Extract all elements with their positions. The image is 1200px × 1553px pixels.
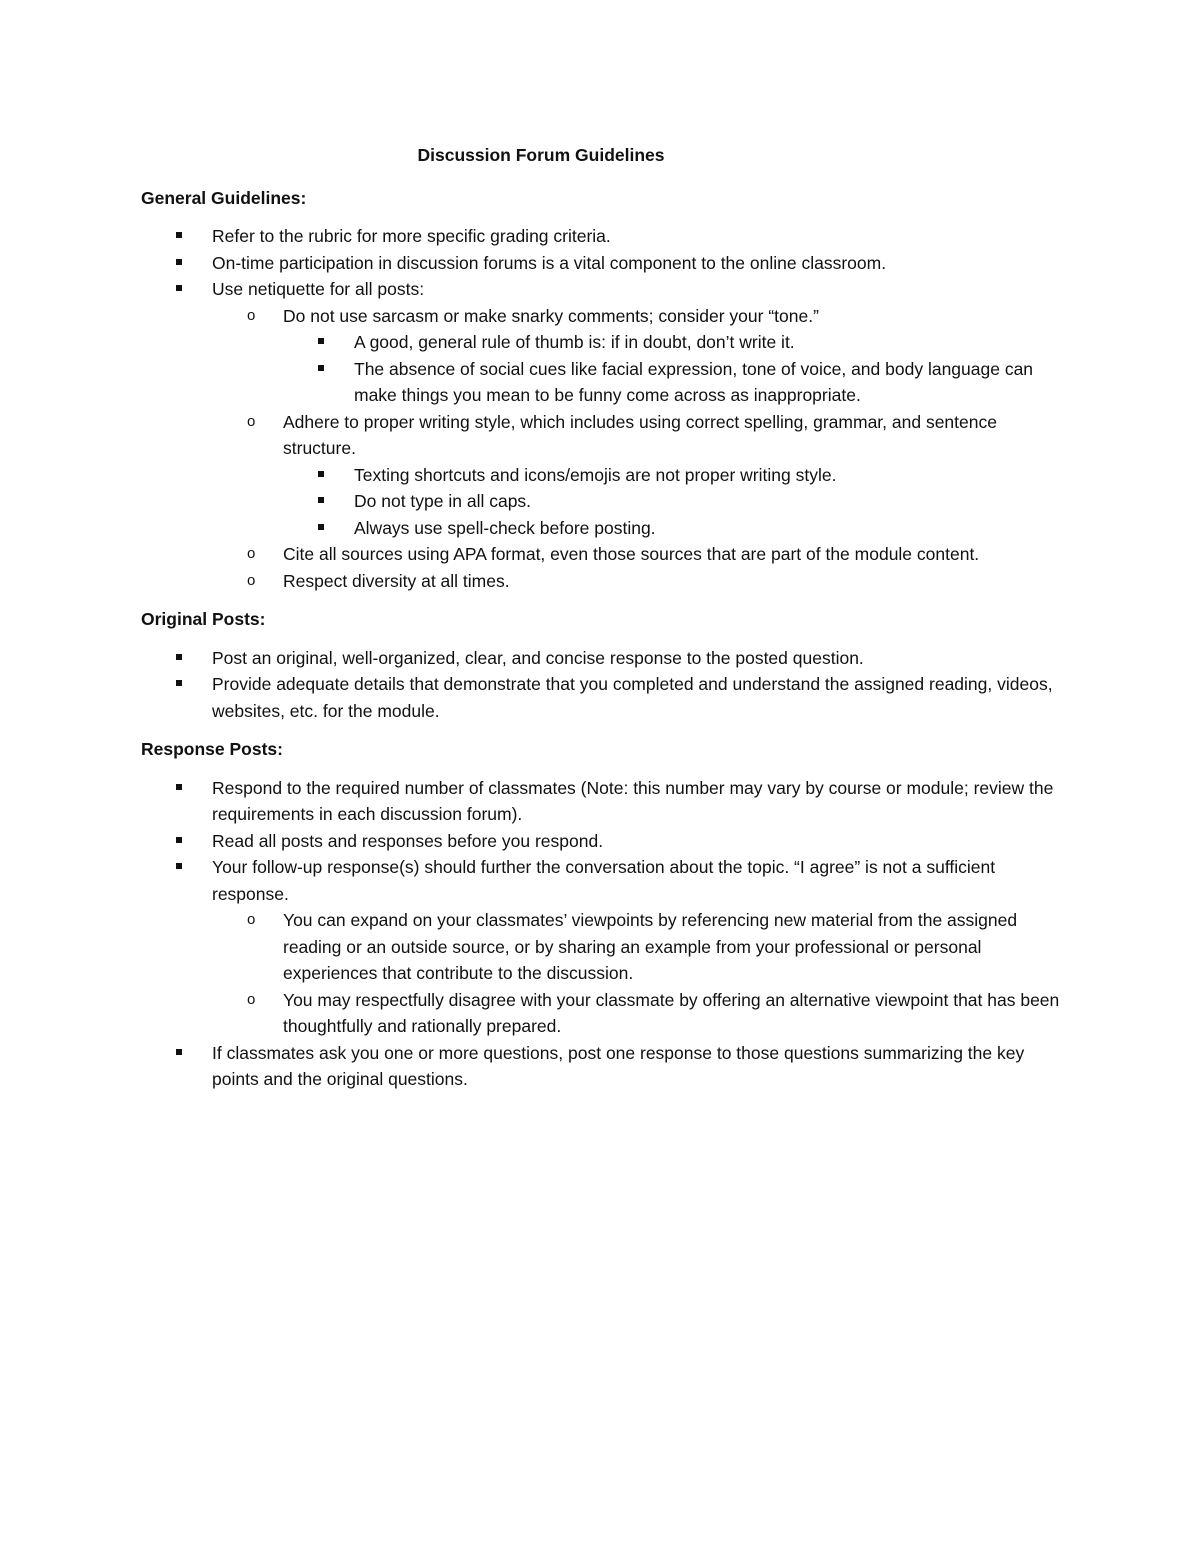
list-item-text: Use netiquette for all posts:: [212, 279, 425, 299]
square-bullet-icon: [318, 488, 338, 515]
circle-bullet-icon: o: [247, 545, 256, 562]
list-item: [283, 329, 1061, 356]
section-heading-response-posts: Response Posts:: [141, 739, 283, 759]
list-item-text: Always use spell-check before posting.: [354, 517, 656, 538]
circle-bullet-icon: o: [247, 990, 256, 1008]
list-item-text: A good, general rule of thumb is: if in doubt, don’t write it.: [354, 332, 795, 352]
list-item-text: If classmates ask you one or more questions, post one response to those questions summarizing the key points and the original questions.: [212, 1042, 1025, 1089]
section-heading-original-posts: Original Posts:: [141, 609, 266, 629]
list-item-text: Provide adequate details that demonstrate that you completed and understand the assigned reading, videos, websites, etc. for the module.: [212, 674, 1053, 721]
list-item-text: Your follow-up response(s) should further the conversation about the topic. “I agree” is not a sufficient response.: [212, 857, 996, 904]
list-item: [283, 462, 1061, 489]
original-posts-list: [141, 645, 1061, 725]
square-bullet-icon: [176, 645, 196, 672]
list-item: [212, 987, 1061, 1040]
circle-bullet-icon: o: [247, 911, 256, 928]
square-bullet-icon: [318, 462, 338, 489]
list-item-text: Adhere to proper writing style, which includes using correct spelling, grammar, and sentence structure.: [283, 411, 997, 458]
list-item-text: Do not type in all caps.: [354, 491, 532, 511]
list-item: [141, 223, 1061, 250]
list-item-text: You can expand on your classmates’ viewpoints by referencing new material from the assigned reading or an outside source, or by sharing an example from your professional or personal experiences that contribute to the discussion.: [283, 910, 1018, 983]
list-item-text: On-time participation in discussion forums is a vital component to the online classroom.: [212, 252, 887, 273]
square-bullet-icon: [176, 250, 196, 277]
sarcasm-sub-list: [283, 329, 1061, 409]
list-item-text: Texting shortcuts and icons/emojis are not proper writing style.: [354, 464, 837, 485]
circle-bullet-icon: o: [247, 571, 256, 589]
square-bullet-icon: [176, 671, 196, 698]
writing-style-sub-list: [283, 462, 1061, 542]
square-bullet-icon: [176, 854, 196, 881]
general-guidelines-list: [141, 223, 1061, 594]
list-item: [141, 775, 1061, 828]
list-item: [212, 907, 1061, 987]
square-bullet-icon: [318, 515, 338, 542]
document-title: Discussion Forum Guidelines: [417, 145, 665, 165]
list-item: [212, 409, 1061, 542]
list-item-text: The absence of social cues like facial expression, tone of voice, and body language can make things you mean to be funny come across as inappropriate.: [354, 358, 1034, 405]
list-item: [141, 1040, 1061, 1093]
follow-up-sub-list: [141, 907, 1061, 1040]
document-body: [141, 142, 1061, 1105]
square-bullet-icon: [176, 223, 196, 250]
list-item: [212, 303, 1061, 409]
list-item: [283, 515, 1061, 542]
list-item-text: Respect diversity at all times.: [283, 570, 510, 591]
circle-bullet-icon: o: [247, 306, 256, 324]
square-bullet-icon: [176, 276, 196, 303]
list-item: [141, 250, 1061, 277]
list-item-text: Respond to the required number of classmates (Note: this number may vary by course or module; review the requirements in each discussion forum).: [212, 777, 1054, 824]
list-item: [212, 541, 1061, 568]
list-item: [212, 568, 1061, 595]
list-item: [141, 828, 1061, 855]
list-item-text: Do not use sarcasm or make snarky comments; consider your “tone.”: [283, 305, 819, 326]
list-item-text: You may respectfully disagree with your classmate by offering an alternative viewpoint that has been thoughtfully and rationally prepared.: [283, 989, 1060, 1036]
square-bullet-icon: [176, 828, 196, 855]
response-posts-list: [141, 775, 1061, 1093]
list-item: [141, 671, 1061, 724]
list-item: [283, 356, 1061, 409]
list-item: [141, 854, 1061, 1040]
section-heading-general: General Guidelines:: [141, 187, 307, 208]
square-bullet-icon: [318, 329, 338, 356]
list-item-text: Post an original, well-organized, clear, and concise response to the posted question.: [212, 647, 864, 668]
square-bullet-icon: [318, 356, 338, 383]
list-item: [283, 488, 1061, 515]
netiquette-list: [141, 303, 1061, 595]
square-bullet-icon: [176, 775, 196, 802]
list-item-text: Read all posts and responses before you respond.: [212, 830, 604, 851]
list-item-text: Cite all sources using APA format, even those sources that are part of the module content.: [283, 544, 980, 564]
circle-bullet-icon: o: [247, 412, 256, 430]
list-item: [141, 645, 1061, 672]
square-bullet-icon: [176, 1040, 196, 1067]
list-item: [141, 276, 1061, 594]
list-item-text: Refer to the rubric for more specific grading criteria.: [212, 226, 611, 246]
